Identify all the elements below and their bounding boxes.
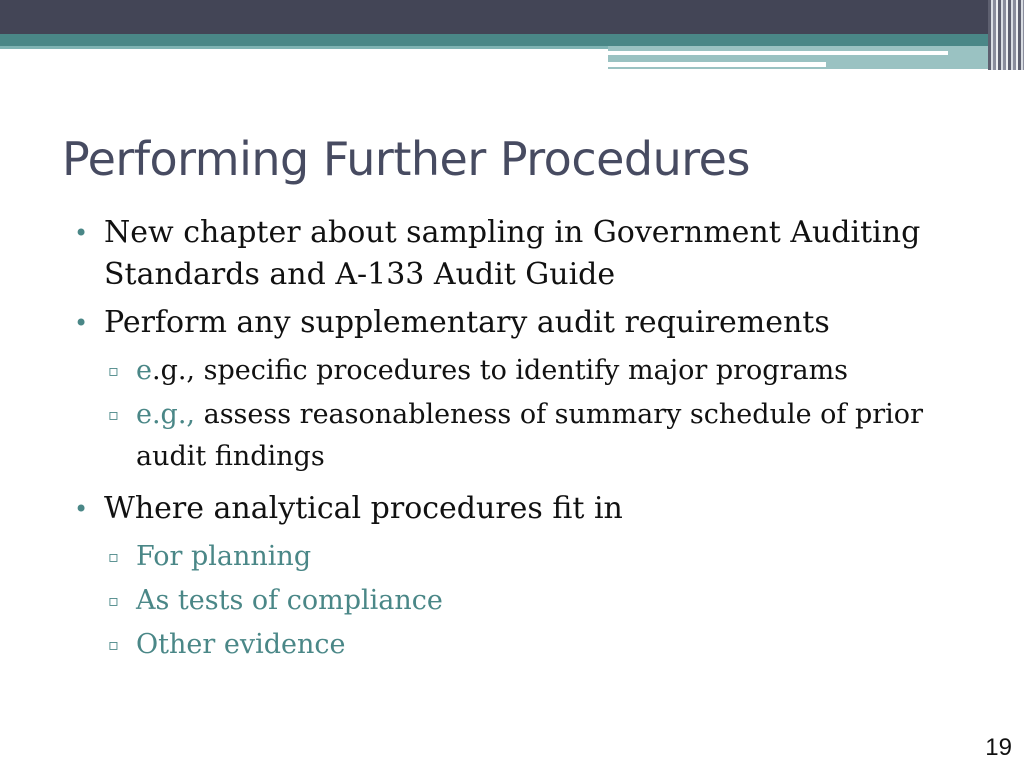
bullet-item <box>72 212 932 296</box>
slide-body <box>72 212 932 668</box>
sub-bullet-text: For planning <box>136 541 312 572</box>
sub-bullet-item <box>72 580 932 622</box>
bullet-dot-icon: • <box>74 219 89 247</box>
slide-title: Performing Further Procedures <box>62 132 750 186</box>
header-edge-stripes <box>988 0 1024 70</box>
bullet-text: Perform any supplementary audit requirements <box>104 305 830 340</box>
sub-bullet-text: .g., specific procedures to identify major programs <box>151 355 849 386</box>
sub-bullet-item <box>72 394 932 478</box>
sub-bullet-item <box>72 536 932 578</box>
bullet-dot-icon: • <box>74 309 89 337</box>
sub-bullet-prefix: e.g., <box>136 399 204 430</box>
header-band-right-line <box>608 62 826 67</box>
square-bullet-icon: ▫ <box>108 405 119 424</box>
sub-bullet-text: assess reasonableness of summary schedule of prior audit findings <box>136 399 923 472</box>
header-band-teal-lower <box>0 46 608 49</box>
bullet-text: New chapter about sampling in Government Auditing Standards and A-133 Audit Guide <box>104 215 921 292</box>
slide-number: 19 <box>985 734 1012 761</box>
sub-bullet-text: Other evidence <box>136 629 346 660</box>
sub-bullet-item <box>72 350 932 392</box>
square-bullet-icon: ▫ <box>108 361 119 380</box>
bullet-item <box>72 488 932 530</box>
square-bullet-icon: ▫ <box>108 635 119 654</box>
sub-bullet-item <box>72 624 932 666</box>
bullet-text: Where analytical procedures fit in <box>104 491 623 526</box>
square-bullet-icon: ▫ <box>108 591 119 610</box>
bullet-item <box>72 302 932 344</box>
bullet-dot-icon: • <box>74 495 89 523</box>
sub-bullet-prefix: e <box>136 355 152 386</box>
header-band-teal <box>0 34 1024 46</box>
square-bullet-icon: ▫ <box>108 547 119 566</box>
header-band-dark <box>0 0 1024 34</box>
sub-bullet-text: As tests of compliance <box>136 585 443 616</box>
header-band-right-line <box>608 51 948 55</box>
